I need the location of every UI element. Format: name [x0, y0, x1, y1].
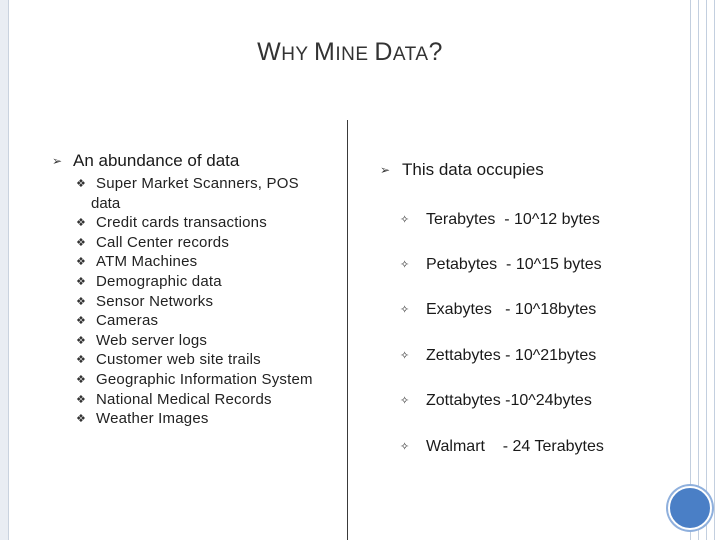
- title-cap-2: M: [314, 38, 336, 66]
- list-item: ❖ ATM Machines: [76, 253, 198, 271]
- list-item: ✧ Zottabytes -10^24bytes: [400, 392, 592, 409]
- diamond-bullet-icon: ❖: [76, 353, 86, 367]
- list-item: ✧ Walmart - 24 Terabytes: [400, 438, 604, 455]
- title-cap-4: ?: [428, 38, 443, 66]
- list-item: ❖ Credit cards transactions: [76, 214, 267, 232]
- list-item: ❖ Weather Images: [76, 410, 209, 428]
- right-arrow-bullet-icon: ➢: [380, 163, 391, 177]
- diamond-bullet-icon: ❖: [76, 235, 86, 249]
- title-rest-3: ATA: [392, 44, 429, 65]
- diamond-bullet-icon: ❖: [76, 274, 86, 288]
- left-frame-strip: [0, 0, 9, 540]
- star-bullet-icon: ✧: [400, 303, 410, 316]
- list-item: ❖ Web server logs: [76, 331, 208, 349]
- left-arrow-bullet-icon: ➢: [52, 154, 63, 168]
- diamond-bullet-icon: ❖: [76, 294, 86, 308]
- list-item: ❖ Customer web site trails: [76, 351, 261, 369]
- star-bullet-icon: ✧: [400, 394, 410, 407]
- list-item: ✧ Petabytes - 10^15 bytes: [400, 256, 602, 273]
- list-item: ❖ Super Market Scanners, POS data: [76, 175, 299, 212]
- column-divider: [347, 120, 348, 540]
- title-rest-2: INE: [335, 44, 375, 65]
- list-item: ✧ Exabytes - 10^18bytes: [400, 301, 597, 318]
- diamond-bullet-icon: ❖: [76, 314, 86, 328]
- star-bullet-icon: ✧: [400, 258, 410, 271]
- decorative-circle: [668, 486, 712, 530]
- title-cap-3: D: [374, 38, 393, 66]
- star-bullet-icon: ✧: [400, 440, 410, 453]
- list-item: ❖ Call Center records: [76, 233, 230, 251]
- diamond-bullet-icon: ❖: [76, 177, 86, 190]
- left-bullet-list: [76, 174, 346, 429]
- diamond-bullet-icon: ❖: [76, 255, 86, 269]
- star-bullet-icon: ✧: [400, 213, 410, 226]
- list-item: ✧ Terabytes - 10^12 bytes: [400, 211, 600, 228]
- list-item: ❖ National Medical Records: [76, 390, 272, 408]
- star-bullet-icon: ✧: [400, 349, 410, 362]
- list-item: ❖ Geographic Information System: [76, 370, 313, 388]
- title-cap-1: W: [257, 38, 282, 66]
- diamond-bullet-icon: ❖: [76, 392, 86, 406]
- diamond-bullet-icon: ❖: [76, 372, 86, 386]
- slide-title: [0, 38, 700, 67]
- list-item: ❖ Demographic data: [76, 272, 222, 290]
- list-item: ❖ Cameras: [76, 312, 159, 330]
- diamond-bullet-icon: ❖: [76, 216, 86, 230]
- diamond-bullet-icon: ❖: [76, 412, 86, 426]
- right-frame-stripes: [684, 0, 720, 540]
- list-item: ❖ Sensor Networks: [76, 292, 214, 310]
- list-item: ✧ Zettabytes - 10^21bytes: [400, 347, 597, 364]
- left-heading: An abundance of data: [73, 151, 240, 170]
- title-rest-1: HY: [281, 44, 315, 65]
- diamond-bullet-icon: ❖: [76, 333, 86, 347]
- right-heading: This data occupies: [402, 160, 544, 179]
